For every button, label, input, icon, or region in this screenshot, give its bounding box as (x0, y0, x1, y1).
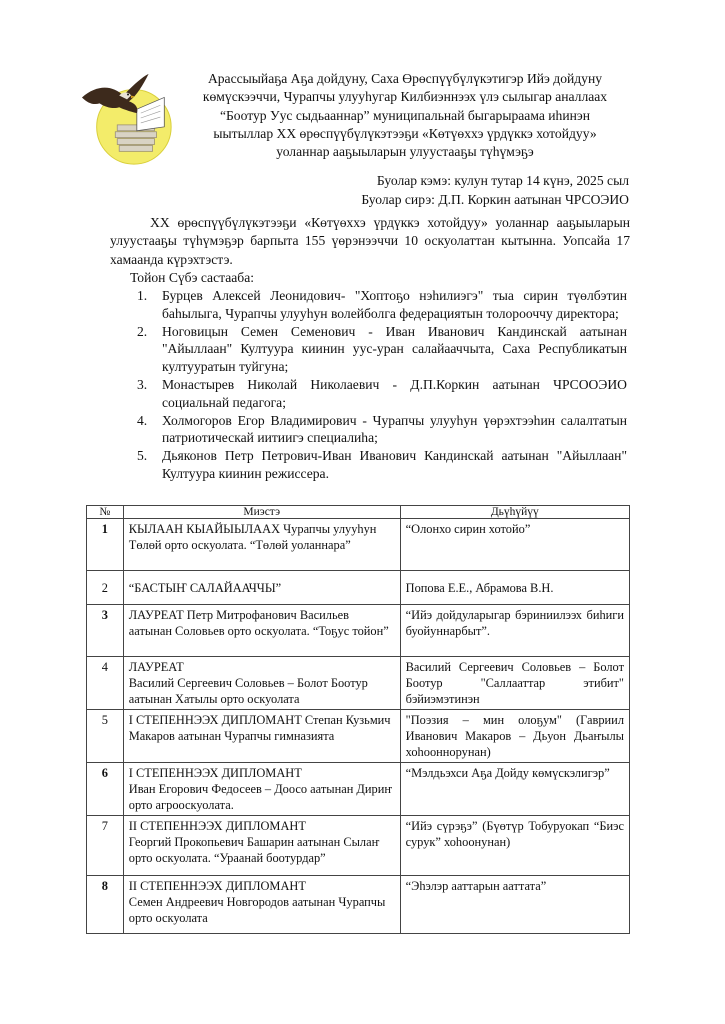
jury-member-text: Ноговицын Семен Семенович - Иван Иванович Кандинскай аатынан "Айыллаан" Култуура киинин уус-уран салайааччыта, Саха Республикатын култууратын туйгуна; (162, 323, 627, 375)
jury-member: 1. Бурцев Алексей Леонидович- "Хоптоҕо нэһилиэгэ" тыа сирин түөлбэтин баһылыга, Чурапчы улууһун волейболга федерациятын толорооччу директора; (137, 288, 627, 321)
row-number: 4 (87, 657, 124, 710)
results-table (86, 505, 630, 934)
row-number: 1 (87, 519, 124, 571)
row-work: “Олонхо сирин хотойо” (400, 519, 629, 571)
table-row (87, 710, 630, 763)
row-work: “Ийэ сүрэҕэ” (Бүөтүр Тобуруокап “Биэс сурук” хоһоонунан) (400, 816, 629, 876)
jury-member: 2. Ноговицын Семен Семенович - Иван Иванович Кандинскай аатынан "Айыллаан" Култуура киинин уус-уран салайааччыта, Саха Республикатын култууратын туйгуна; (137, 323, 627, 375)
table-row (87, 571, 630, 605)
header-line: көмүскээччи, Чурапчы улууһугар Килбиэннээх үлэ сылыгар аналлаах (202, 89, 608, 105)
results-table-body (87, 519, 630, 934)
event-meta (361, 172, 629, 209)
row-work: Василий Сергеевич Соловьев – Болот Боотур "Саллааттар этибит" бэйиэмэтинэн (400, 657, 629, 710)
intro-text: ХХ өрөспүүбүлүкэтээҕи «Көтүөххэ үрдүккэ хотойдуу» уоланнар ааҕыыларын улуустааҕы түһүмэҕэр барпыта 155 үөрэнээччи 10 оскуолаттан кытынна. Уопсайа 17 хамаанда күрэхтэстэ. (110, 215, 630, 267)
header-line: “Боотур Уус сыдьааннар” муниципальнай быгарыраама иһинэн (219, 107, 591, 123)
row-place: I СТЕПЕННЭЭХ ДИПЛОМАНТ Степан Кузьмич Макаров аатынан Чурапчы гимназията (123, 710, 400, 763)
header-line: ыытыллар ХХ өрөспүүбүлүкэтээҕи «Көтүөххэ үрдүккэ хотойдуу» (213, 125, 597, 141)
row-place: ЛАУРЕАТ Петр Митрофанович Васильев аатынан Соловьев орто оскуолата. “Тоҕус тойон” (123, 605, 400, 657)
row-place: II СТЕПЕННЭЭХ ДИПЛОМАНТ Семен Андреевич Новгородов аатынан Чурапчы орто оскуолата (123, 876, 400, 934)
jury-title: Тойон Сүбэ састааба: (130, 270, 255, 285)
row-work: Попова Е.Е., Абрамова В.Н. (400, 571, 629, 605)
row-number: 5 (87, 710, 124, 763)
row-number: 3 (87, 605, 124, 657)
table-row (87, 519, 630, 571)
row-work: “Ийэ дойдуларыгар бэриниилээх биһиги буойуннарбыт”. (400, 605, 629, 657)
table-row (87, 816, 630, 876)
jury-member: 3. Монастырев Николай Николаевич - Д.П.Коркин аатынан ЧРСООЭИО социальнай педагога; (137, 376, 627, 410)
row-number: 6 (87, 763, 124, 816)
intro-paragraph (110, 214, 630, 269)
row-work: "Поэзия – мин олоҕум" (Гавриил Иванович Макаров – Дьуон Дьаҥылы хоһооннорунан) (400, 710, 629, 763)
row-number: 2 (87, 571, 124, 605)
event-date: Буолар кэмэ: кулун тутар 14 күнэ, 2025 сыл (376, 173, 629, 188)
header-line: уоланнар ааҕыыларын улуустааҕы түһүмэҕэ (276, 144, 534, 160)
event-place: Буолар сирэ: Д.П. Коркин аатынан ЧРСОЭИО (361, 191, 629, 207)
table-row (87, 876, 630, 934)
row-work: “Эһэлэр ааттарын ааттата” (400, 876, 629, 934)
column-header-number: № (87, 506, 124, 519)
row-place: “БАСТЫҤ САЛАЙААЧЧЫ” (123, 571, 400, 605)
column-header-work: Дьүһүйүү (400, 506, 629, 519)
row-place: II СТЕПЕННЭЭХ ДИПЛОМАНТ Георгий Прокопьевич Башарин аатынан Сылаҥ орто оскуолата. “Ураанай боотурдар” (123, 816, 400, 876)
eagle-book-logo (80, 70, 178, 168)
jury-member: 5. Дьяконов Петр Петрович-Иван Иванович Кандинскай аатынан "Айыллаан" Култуура киинин режиссера. (137, 448, 627, 481)
jury-member-text: Холмогоров Егор Владимирович - Чурапчы улууһун үөрэхтээһин салалтатын патриотическай иитиигэ специалиһа; (162, 412, 627, 446)
document-header (185, 70, 625, 161)
jury-member-text: Бурцев Алексей Леонидович- "Хоптоҕо нэһилиэгэ" тыа сирин түөлбэтин баһылыга, Чурапчы улууһун волейболга федерациятын толорооччу директора; (162, 288, 627, 321)
table-row (87, 605, 630, 657)
table-header-row (87, 506, 630, 519)
header-line: Арассыыйаҕа Аҕа дойдуну, Саха Өрөспүүбүлүкэтигэр Ийэ дойдуну (207, 71, 603, 86)
row-place: КЫЛААН КЫАЙЫЫЛААХ Чурапчы улууһун Төлөй орто оскуолата. “Төлөй уоланнара” (123, 519, 400, 571)
column-header-place: Миэстэ (123, 506, 400, 519)
row-place: I СТЕПЕННЭЭХ ДИПЛОМАНТ Иван Егорович Федосеев – Доосо аатынан Дириҥ орто агрооскуолата. (123, 763, 400, 816)
row-number: 8 (87, 876, 124, 934)
table-row (87, 657, 630, 710)
jury-member-text: Монастырев Николай Николаевич - Д.П.Коркин аатынан ЧРСООЭИО социальнай педагога; (162, 376, 627, 410)
jury-list (137, 287, 627, 483)
row-number: 7 (87, 816, 124, 876)
table-row (87, 763, 630, 816)
row-place: ЛАУРЕАТ Василий Сергеевич Соловьев – Болот Боотур аатынан Хатылы орто оскуолата (123, 657, 400, 710)
jury-member: 4. Холмогоров Егор Владимирович - Чурапчы улууһун үөрэхтээһин салалтатын патриотическай иитиигэ специалиһа; (137, 412, 627, 446)
row-work: “Мэлдьэхси Аҕа Дойду көмүскэлигэр” (400, 763, 629, 816)
jury-member-text: Дьяконов Петр Петрович-Иван Иванович Кандинскай аатынан "Айыллаан" Култуура киинин режиссера. (162, 448, 627, 481)
